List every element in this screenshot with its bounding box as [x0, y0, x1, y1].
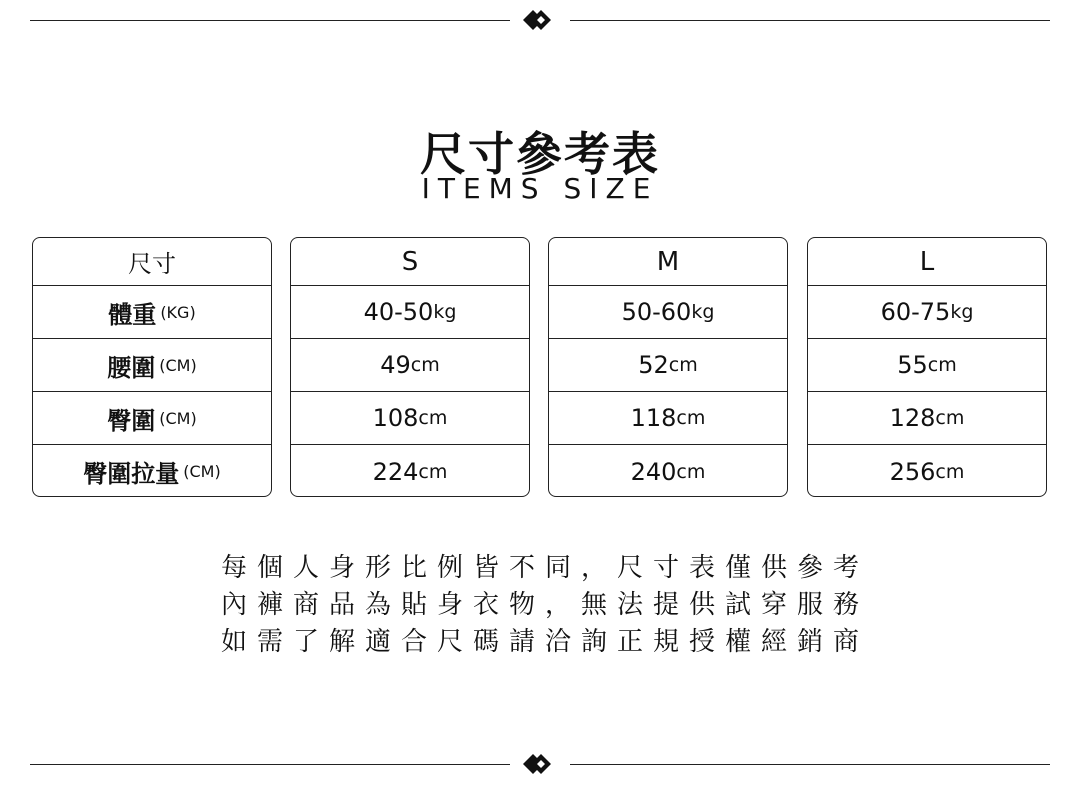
value-cell: [549, 392, 787, 445]
value-unit: cm: [418, 407, 448, 429]
value-unit: kg: [950, 301, 974, 323]
value-unit: cm: [935, 460, 965, 483]
value-cell: [549, 339, 787, 392]
value: 118: [630, 404, 677, 432]
value-cell: [291, 445, 529, 497]
value-unit: cm: [668, 354, 698, 376]
label-header: 尺寸: [128, 250, 176, 278]
page-subtitle: ITEMS SIZE: [421, 172, 659, 205]
value-unit: kg: [691, 301, 715, 323]
note-line: 內褲商品為貼身衣物，無法提供試穿服務: [220, 590, 869, 620]
value-cell: [808, 339, 1046, 392]
value: 52: [638, 351, 669, 379]
value-cell: [549, 445, 787, 497]
notes-block: [0, 550, 1080, 661]
row-label: 臀圍: [107, 406, 156, 435]
value-cell: [291, 392, 529, 445]
value-cell: [808, 286, 1046, 339]
row-label-weight: [33, 286, 271, 339]
divider-line: [570, 20, 1050, 21]
value-cell: [549, 286, 787, 339]
size-name: S: [401, 246, 419, 277]
value-unit: cm: [410, 354, 440, 376]
value: 224: [372, 457, 419, 486]
row-label-hip: [33, 392, 271, 445]
value: 256: [889, 457, 936, 486]
row-unit: (CM): [183, 462, 221, 481]
value-cell: [808, 392, 1046, 445]
value-unit: cm: [418, 460, 448, 483]
value: 240: [630, 457, 677, 486]
top-divider: [0, 0, 1080, 40]
size-header-cell: [291, 238, 529, 286]
value: 40-50: [363, 298, 434, 326]
double-diamond-ornament-icon: [520, 2, 560, 38]
size-name: M: [656, 246, 680, 277]
value: 50-60: [621, 298, 692, 326]
value: 49: [380, 351, 411, 379]
row-label: 腰圍: [107, 353, 156, 382]
row-label: 體重: [108, 300, 157, 329]
divider-line: [30, 764, 510, 765]
row-unit: (CM): [159, 408, 197, 428]
label-header-cell: [33, 238, 271, 286]
row-unit: (KG): [160, 302, 196, 322]
size-column-s: [290, 237, 530, 497]
value: 108: [372, 404, 419, 432]
size-header-cell: [808, 238, 1046, 286]
value-unit: cm: [935, 407, 965, 429]
size-table-label-column: [32, 237, 272, 497]
value-unit: cm: [927, 354, 957, 376]
row-label: 臀圍拉量: [83, 460, 180, 488]
note-line: 如需了解適合尺碼請洽詢正規授權經銷商: [220, 627, 869, 657]
row-unit: (CM): [159, 355, 197, 375]
value: 55: [897, 351, 928, 379]
bottom-divider: [0, 744, 1080, 784]
size-column-m: [548, 237, 788, 497]
size-column-l: [807, 237, 1047, 497]
size-header-cell: [549, 238, 787, 286]
value-cell: [291, 339, 529, 392]
divider-line: [30, 20, 510, 21]
note-line: 每個人身形比例皆不同，尺寸表僅供參考: [220, 553, 869, 583]
divider-line: [570, 764, 1050, 765]
page-title: 尺寸參考表: [420, 127, 660, 181]
value: 60-75: [880, 298, 951, 326]
double-diamond-ornament-icon: [520, 746, 560, 782]
value-unit: cm: [676, 407, 706, 429]
row-label-hip-stretch: [33, 445, 271, 497]
value-unit: cm: [676, 460, 706, 483]
row-label-waist: [33, 339, 271, 392]
value-cell: [808, 445, 1046, 497]
size-name: L: [919, 246, 935, 277]
value-cell: [291, 286, 529, 339]
value-unit: kg: [433, 301, 457, 323]
value: 128: [889, 404, 936, 432]
